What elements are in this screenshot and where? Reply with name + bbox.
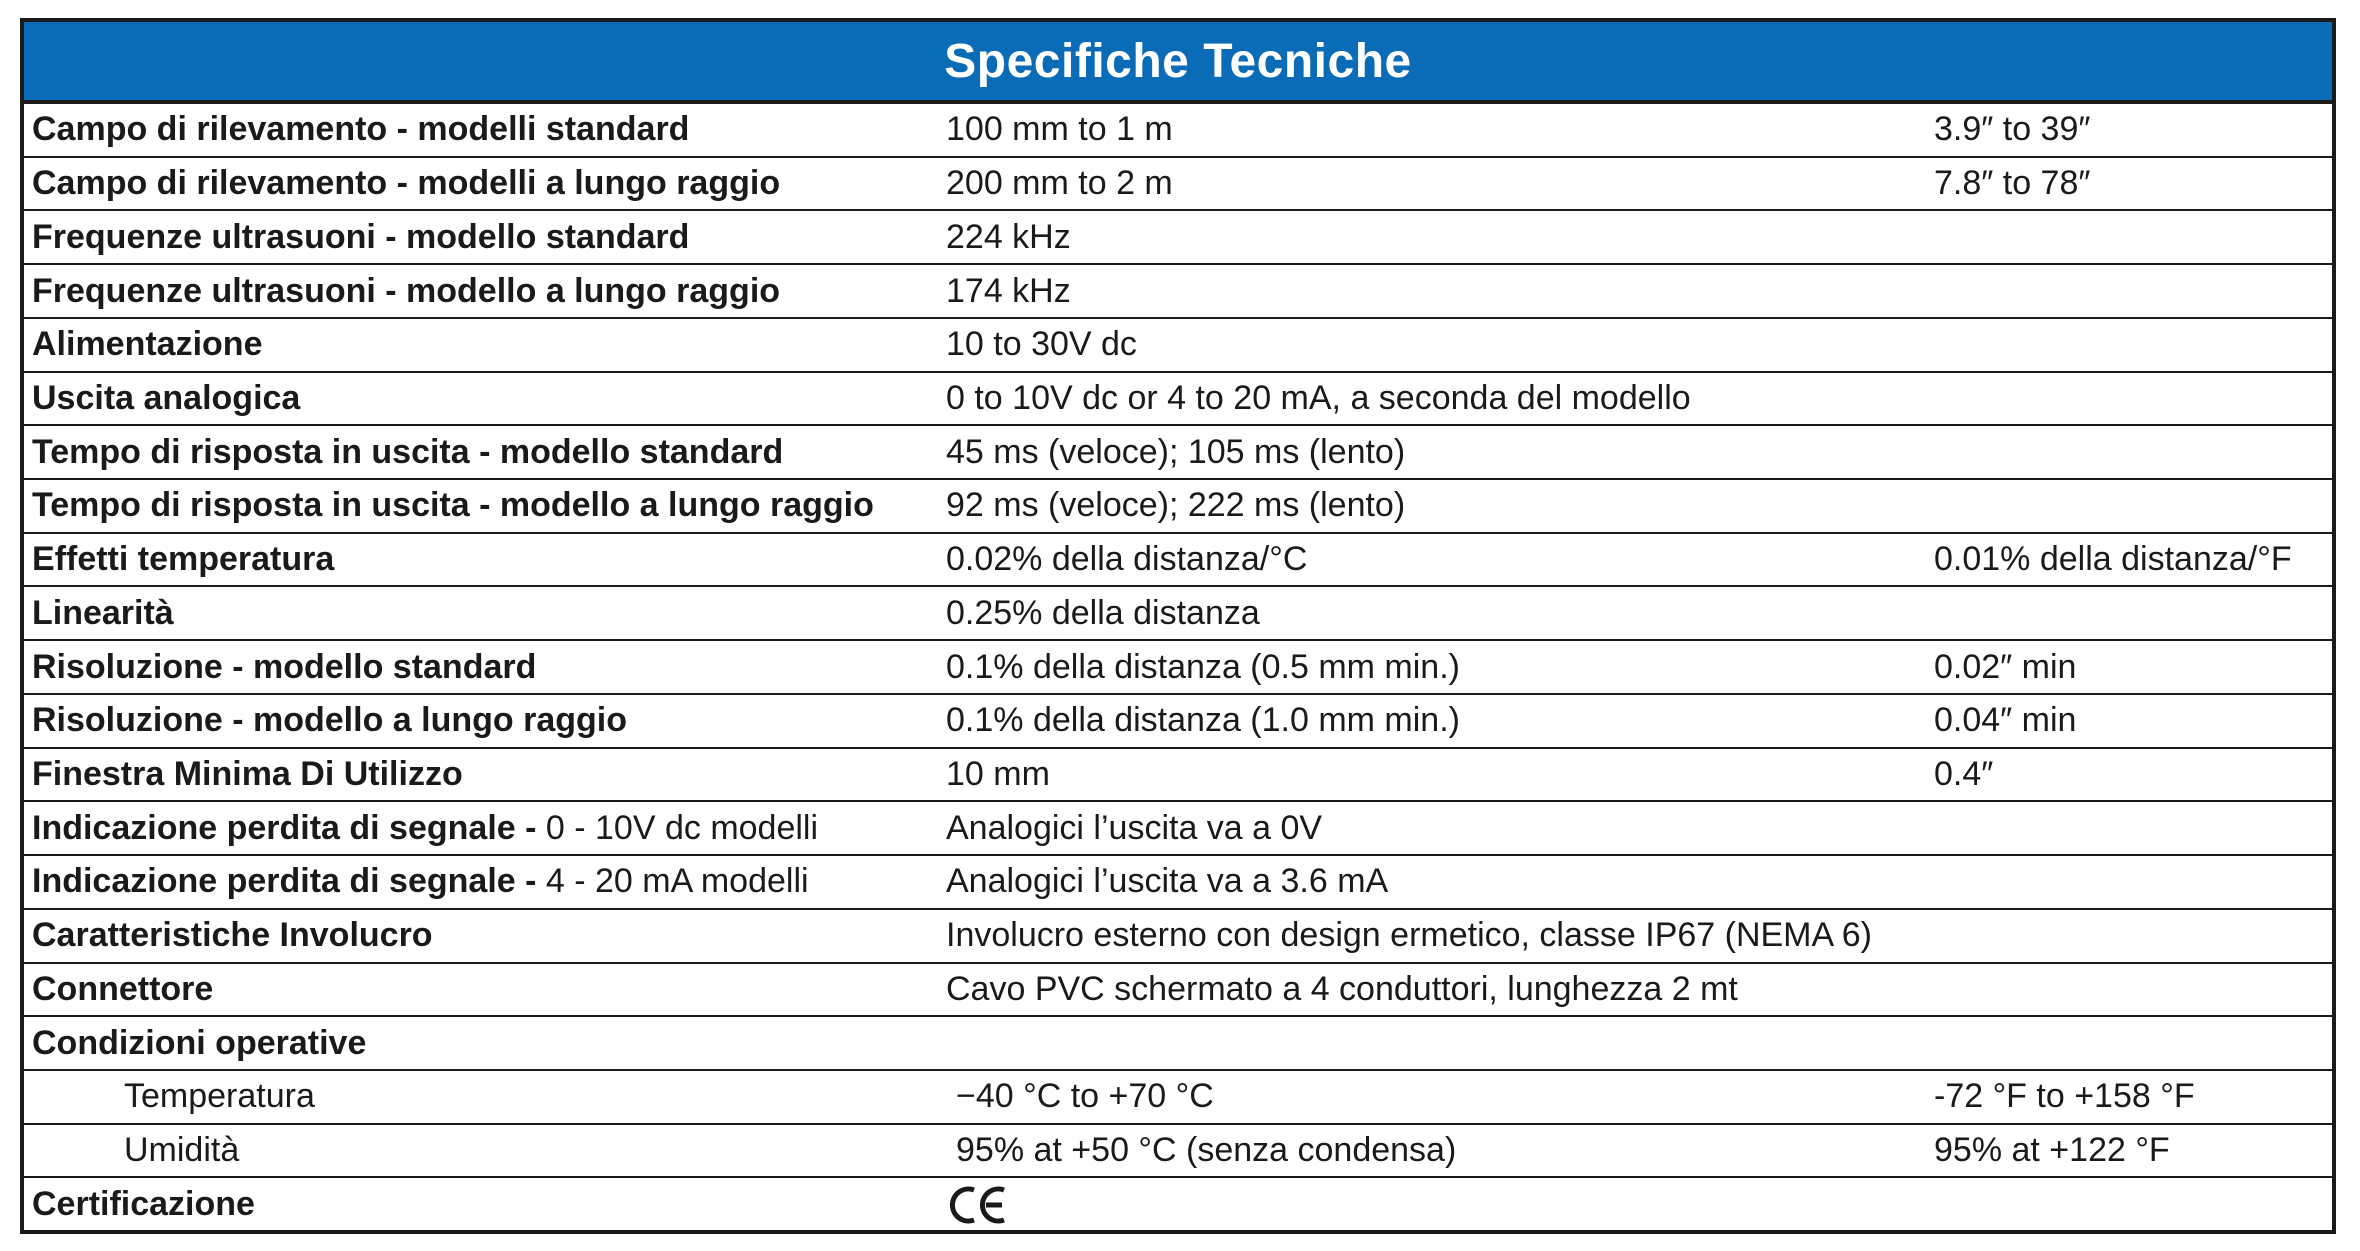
table-row [24, 426, 2332, 480]
row-value: Analogici l’uscita va a 3.6 mA [946, 862, 1389, 901]
row-value: 92 ms (veloce); 222 ms (lento) [946, 486, 1406, 525]
table-row [24, 587, 2332, 641]
table-row [24, 964, 2332, 1018]
table-row [24, 158, 2332, 212]
table-row [24, 802, 2332, 856]
table-row [24, 910, 2332, 964]
row-label-note: 0 - 10V dc modelli [545, 808, 819, 847]
table-row [24, 104, 2332, 158]
row-label: Campo di rilevamento - modelli standard [32, 110, 690, 149]
row-value: 0.02% della distanza/°C [946, 540, 1308, 579]
row-value: 100 mm to 1 m [946, 110, 1173, 149]
table-row [24, 1125, 2332, 1179]
row-label: Frequenze ultrasuoni - modello a lungo raggio [32, 271, 781, 310]
table-row [24, 480, 2332, 534]
row-value: 0.1% della distanza (1.0 mm min.) [946, 701, 1460, 740]
row-label [24, 809, 946, 848]
row-value: 0 to 10V dc or 4 to 20 mA, a seconda del modello [946, 378, 1691, 417]
table-row [24, 641, 2332, 695]
row-value: Cavo PVC schermato a 4 conduttori, lunghezza 2 mt [946, 969, 1738, 1008]
row-value: 10 to 30V dc [946, 325, 1137, 364]
row-imperial: 0.02″ min [1934, 647, 2077, 686]
row-imperial: 0.01% della distanza/°F [1934, 540, 2292, 579]
spec-table [20, 18, 2336, 1234]
row-label: Effetti temperatura [32, 540, 335, 579]
table-row [24, 534, 2332, 588]
row-value: 0.1% della distanza (0.5 mm min.) [946, 647, 1460, 686]
row-label: Linearità [32, 593, 174, 632]
row-label-note: 4 - 20 mA modelli [545, 862, 809, 901]
row-imperial: 3.9″ to 39″ [1934, 110, 2091, 149]
row-label: Alimentazione [32, 325, 263, 364]
table-row [24, 1178, 2332, 1230]
row-label [24, 862, 946, 901]
row-value: 224 kHz [946, 217, 1071, 256]
row-label: Tempo di risposta in uscita - modello standard [32, 432, 784, 471]
row-value: Involucro esterno con design ermetico, classe IP67 (NEMA 6) [946, 916, 1872, 955]
row-label: Risoluzione - modello standard [32, 647, 537, 686]
row-label: Caratteristiche Involucro [32, 916, 433, 955]
row-imperial: 7.8″ to 78″ [1934, 164, 2091, 203]
row-value [946, 1184, 1934, 1225]
row-label: Certificazione [32, 1184, 255, 1223]
row-label: Umidità [124, 1131, 240, 1170]
table-title: Specifiche Tecniche [944, 34, 1412, 88]
row-label: Finestra Minima Di Utilizzo [32, 754, 463, 793]
ce-mark-icon [946, 1185, 1010, 1225]
row-label: Temperatura [124, 1077, 315, 1116]
row-imperial: 95% at +122 °F [1934, 1131, 2170, 1170]
row-imperial: -72 °F to +158 °F [1934, 1077, 2195, 1116]
row-value: Analogici l’uscita va a 0V [946, 808, 1323, 847]
row-value: 95% at +50 °C (senza condensa) [956, 1131, 1457, 1170]
table-row [24, 1071, 2332, 1125]
row-value: 10 mm [946, 754, 1050, 793]
row-value: 0.25% della distanza [946, 593, 1260, 632]
row-label-main: Indicazione perdita di segnale - [32, 808, 546, 847]
row-imperial: 0.4″ [1934, 754, 1994, 793]
table-row [24, 319, 2332, 373]
row-value: 174 kHz [946, 271, 1071, 310]
table-row [24, 749, 2332, 803]
table-body [24, 104, 2332, 1230]
row-label: Campo di rilevamento - modelli a lungo raggio [32, 164, 781, 203]
row-value: 45 ms (veloce); 105 ms (lento) [946, 432, 1406, 471]
row-label: Frequenze ultrasuoni - modello standard [32, 217, 690, 256]
row-label: Connettore [32, 969, 214, 1008]
table-row [24, 695, 2332, 749]
table-row [24, 211, 2332, 265]
row-value: 200 mm to 2 m [946, 164, 1173, 203]
table-row [24, 373, 2332, 427]
row-label: Uscita analogica [32, 378, 301, 417]
row-label-main: Indicazione perdita di segnale - [32, 862, 546, 901]
table-header [24, 22, 2332, 104]
row-label: Condizioni operative [32, 1023, 367, 1062]
row-label: Risoluzione - modello a lungo raggio [32, 701, 627, 740]
row-imperial: 0.04″ min [1934, 701, 2077, 740]
table-row [24, 856, 2332, 910]
row-label: Tempo di risposta in uscita - modello a lungo raggio [32, 486, 874, 525]
table-row [24, 1017, 2332, 1071]
table-row [24, 265, 2332, 319]
row-value: −40 °C to +70 °C [956, 1077, 1214, 1116]
